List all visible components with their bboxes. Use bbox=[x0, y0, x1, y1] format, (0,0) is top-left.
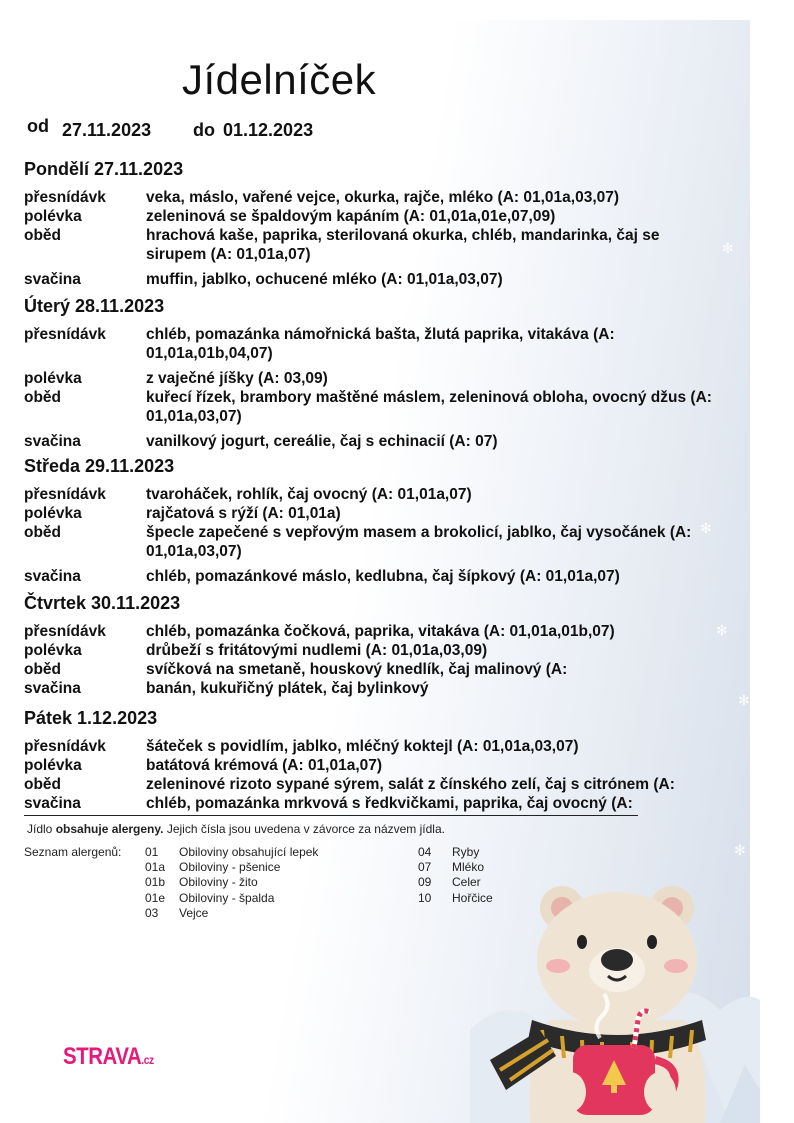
meal-text: vanilkový jogurt, cereálie, čaj s echinacií (A: 07) bbox=[146, 433, 498, 450]
meal-text: chléb, pomazánka čočková, paprika, vitakáva (A: 01,01a,01b,07) bbox=[146, 623, 615, 640]
meal-row bbox=[24, 622, 724, 641]
meal-text: batátová krémová (A: 01,01a,07) bbox=[146, 757, 383, 774]
allergen-code: 01 bbox=[145, 845, 159, 859]
meal-type: svačina bbox=[24, 433, 81, 450]
day-title: Středa 29.11.2023 bbox=[24, 456, 175, 476]
meal-row bbox=[24, 756, 724, 775]
meal-text: veka, máslo, vařené vejce, okurka, rajče, mléko (A: 01,01a,03,07) bbox=[146, 189, 620, 206]
meal-type: oběd bbox=[24, 227, 62, 244]
allergen-item bbox=[145, 906, 318, 921]
meal-text: drůbeží s fritátovými nudlemi (A: 01,01a,03,09) bbox=[146, 642, 488, 659]
allergen-name: Obiloviny - žito bbox=[179, 875, 258, 890]
allergen-note-prefix: Jídlo bbox=[27, 822, 56, 836]
allergen-name: Obiloviny - pšenice bbox=[179, 860, 281, 875]
meal-type: oběd bbox=[24, 389, 62, 406]
meal-text: z vaječné jíšky (A: 03,09) bbox=[146, 370, 328, 387]
meal-row bbox=[24, 679, 724, 698]
meal-text: hrachová kaše, paprika, sterilovaná okurka, chléb, mandarinka, čaj se sirupem (A: 01,01a,07) bbox=[146, 227, 660, 263]
meal-row bbox=[24, 775, 724, 794]
meal-row bbox=[24, 523, 724, 561]
allergen-list-label: Seznam alergenů: bbox=[24, 845, 122, 859]
allergen-note-suffix: Jejich čísla jsou uvedena v závorce za názvem jídla. bbox=[163, 822, 445, 836]
meal-text: špecle zapečené s vepřovým masem a brokolicí, jablko, čaj vysočánek (A: 01,01a,03,07) bbox=[146, 524, 692, 560]
allergen-item bbox=[145, 860, 318, 875]
meal-text: chléb, pomazánka námořnická bašta, žlutá paprika, vitakáva (A: 01,01a,01b,04,07) bbox=[146, 326, 615, 362]
day-tuesday bbox=[24, 296, 724, 451]
allergen-code: 10 bbox=[418, 890, 432, 905]
meal-row bbox=[24, 270, 724, 289]
allergen-name: Mléko bbox=[452, 860, 485, 875]
snowflake-icon: ✻ bbox=[722, 240, 734, 256]
meal-type: přesnídávk bbox=[24, 326, 106, 343]
day-title: Pondělí 27.11.2023 bbox=[24, 159, 184, 179]
meal-type: polévka bbox=[24, 370, 82, 387]
meal-row bbox=[24, 188, 724, 207]
brand-name: STRAVA bbox=[63, 1043, 142, 1070]
polar-bear-illustration bbox=[470, 880, 760, 1123]
allergen-item bbox=[145, 845, 318, 860]
meal-row bbox=[24, 794, 724, 813]
allergen-code: 07 bbox=[418, 860, 432, 875]
meal-type: polévka bbox=[24, 208, 82, 225]
allergen-code: 04 bbox=[418, 845, 432, 859]
meal-type: polévka bbox=[24, 757, 82, 774]
allergen-item bbox=[418, 845, 493, 860]
allergen-name: Vejce bbox=[179, 905, 209, 920]
meal-text: zeleninové rizoto sypané sýrem, salát z čínského zelí, čaj s citrónem (A: bbox=[146, 776, 675, 793]
meal-text: tvaroháček, rohlík, čaj ovocný (A: 01,01a,07) bbox=[146, 486, 472, 503]
meal-text: rajčatová s rýží (A: 01,01a) bbox=[146, 505, 341, 522]
divider bbox=[24, 815, 638, 816]
allergen-code: 03 bbox=[145, 905, 159, 920]
meal-type: oběd bbox=[24, 661, 62, 678]
meal-type: svačina bbox=[24, 271, 81, 288]
meal-row bbox=[24, 660, 724, 679]
allergen-item bbox=[145, 891, 318, 906]
meal-type: svačina bbox=[24, 795, 81, 812]
meal-text: muffin, jablko, ochucené mléko (A: 01,01a,03,07) bbox=[146, 271, 503, 288]
meal-text: svíčková na smetaně, houskový knedlík, čaj malinový (A: bbox=[146, 661, 568, 678]
meal-row bbox=[24, 207, 724, 226]
snowflake-icon: ✻ bbox=[716, 622, 728, 638]
meal-type: oběd bbox=[24, 524, 62, 541]
page-title: Jídelníček bbox=[182, 56, 377, 103]
day-title: Úterý 28.11.2023 bbox=[24, 296, 165, 316]
day-monday bbox=[24, 159, 724, 289]
meal-text: chléb, pomazánka mrkvová s ředkvičkami, paprika, čaj ovocný (A: bbox=[146, 795, 633, 812]
range-to-date: 01.12.2023 bbox=[223, 120, 314, 140]
meal-text: kuřecí řízek, brambory maštěné máslem, zeleninová obloha, ovocný džus (A: 01,01a,03,07) bbox=[146, 389, 712, 425]
meal-row bbox=[24, 369, 724, 388]
meal-row bbox=[24, 567, 724, 586]
day-title: Pátek 1.12.2023 bbox=[24, 708, 158, 728]
meal-row bbox=[24, 325, 724, 363]
day-thursday bbox=[24, 593, 724, 698]
allergen-code: 01b bbox=[145, 875, 166, 890]
allergen-name: Obiloviny obsahující lepek bbox=[179, 845, 319, 859]
meal-text: chléb, pomazánkové máslo, kedlubna, čaj šípkový (A: 01,01a,07) bbox=[146, 568, 620, 585]
snowflake-icon: ✻ bbox=[700, 520, 712, 536]
allergen-name: Celer bbox=[452, 875, 481, 890]
allergen-note bbox=[27, 822, 445, 836]
day-wednesday bbox=[24, 456, 724, 586]
day-friday bbox=[24, 708, 724, 813]
meal-type: svačina bbox=[24, 680, 81, 697]
range-to-label: do bbox=[193, 120, 215, 140]
meal-type: přesnídávk bbox=[24, 486, 106, 503]
meal-text: zeleninová se špaldovým kapáním (A: 01,01a,01e,07,09) bbox=[146, 208, 556, 225]
meal-row bbox=[24, 485, 724, 504]
meal-type: přesnídávk bbox=[24, 189, 106, 206]
range-from-label: od bbox=[27, 116, 49, 136]
allergen-code: 09 bbox=[418, 875, 432, 890]
allergen-list-col1 bbox=[145, 845, 318, 921]
brand-suffix: .cz bbox=[141, 1053, 154, 1067]
snowflake-icon: ✻ bbox=[738, 692, 750, 708]
meal-type: oběd bbox=[24, 776, 62, 793]
allergen-item bbox=[145, 875, 318, 890]
meal-text: šáteček s povidlím, jablko, mléčný koktejl (A: 01,01a,03,07) bbox=[146, 738, 579, 755]
allergen-item bbox=[418, 860, 493, 875]
day-title: Čtvrtek 30.11.2023 bbox=[24, 593, 181, 613]
meal-row bbox=[24, 388, 724, 426]
allergen-name: Obiloviny - špalda bbox=[179, 890, 275, 905]
meal-row bbox=[24, 641, 724, 660]
meal-row bbox=[24, 432, 724, 451]
meal-type: polévka bbox=[24, 505, 82, 522]
meal-row bbox=[24, 504, 724, 523]
meal-row bbox=[24, 737, 724, 756]
range-from-date: 27.11.2023 bbox=[62, 120, 152, 140]
meal-type: polévka bbox=[24, 642, 82, 659]
meal-row bbox=[24, 226, 724, 264]
meal-type: přesnídávk bbox=[24, 738, 106, 755]
allergen-name: Hořčice bbox=[452, 890, 493, 905]
snowflake-icon: ✻ bbox=[734, 842, 746, 858]
allergen-note-bold: obsahuje alergeny. bbox=[55, 822, 164, 836]
strava-logo bbox=[63, 1043, 154, 1071]
meal-type: svačina bbox=[24, 568, 81, 585]
allergen-name: Ryby bbox=[452, 845, 480, 859]
meal-text: banán, kukuřičný plátek, čaj bylinkový bbox=[146, 680, 429, 697]
allergen-code: 01e bbox=[145, 890, 166, 905]
allergen-code: 01a bbox=[145, 860, 166, 875]
meal-type: přesnídávk bbox=[24, 623, 106, 640]
